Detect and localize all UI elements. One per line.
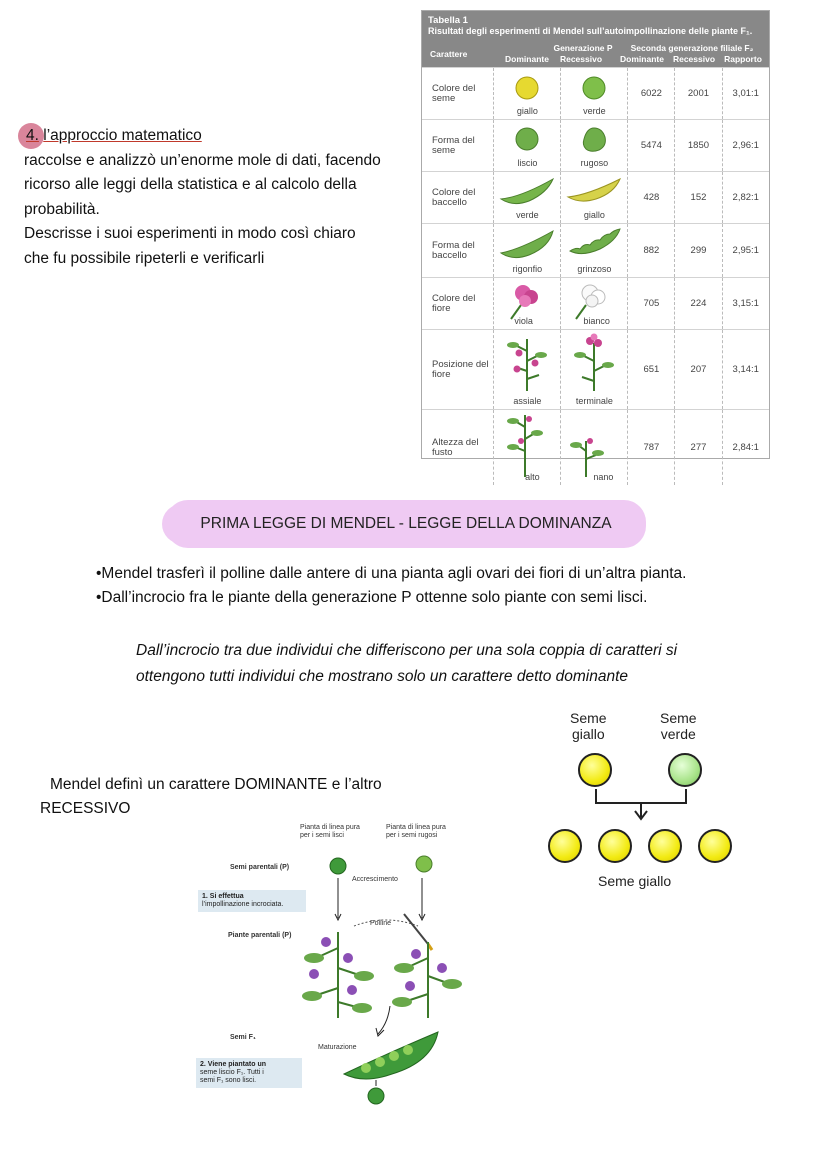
parental-plant-left-icon: [302, 932, 374, 1018]
count-dominant: 5474: [628, 120, 675, 172]
recessive-trait: nano: [593, 472, 614, 482]
dominant-image-cell: [494, 330, 561, 410]
dominant-trait: giallo: [516, 106, 538, 116]
header-rapporto: Rapporto: [724, 54, 762, 64]
table-row: [422, 120, 769, 172]
recessive-trait: rugoso: [580, 158, 609, 168]
dominant-image-cell: [494, 68, 561, 120]
label-text: Pianta di linea pura: [386, 824, 446, 831]
table-row: [422, 278, 769, 330]
recessive-image-cell: [561, 68, 628, 120]
label-text: Seme: [660, 710, 697, 726]
ratio: 2,82:1: [722, 172, 769, 224]
mendel-results-table: [421, 10, 770, 482]
row-character: Forma del seme: [422, 120, 494, 172]
intro-heading-text: l’approccio matematico: [43, 127, 202, 144]
row-character: Colore del baccello: [422, 172, 494, 224]
axial-flower-plant-icon: [495, 331, 559, 405]
header-seconda-generazione: Seconda generazione filiale F₂: [630, 43, 754, 53]
ratio: 3,15:1: [722, 278, 769, 330]
law-statement: [136, 638, 756, 690]
bullet-item: •Dall’incrocio fra le piante della generazione P ottenne solo piante con semi lisci.: [96, 589, 648, 606]
dominant-trait: viola: [514, 316, 533, 326]
f1-seed-icon: [368, 1088, 384, 1104]
yellow-seed-offspring: [548, 829, 582, 863]
dominant-trait: liscio: [517, 158, 538, 168]
recessive-image-cell: [561, 330, 628, 410]
count-recessive: 2001: [675, 68, 722, 120]
yellow-seed-offspring: [648, 829, 682, 863]
intro-line: che fu possibile ripeterli e verificarli: [24, 249, 265, 267]
recessive-trait: giallo: [583, 210, 605, 220]
ratio: 3,14:1: [722, 330, 769, 410]
pea-pod-icon: [344, 1032, 438, 1079]
count-dominant: 428: [628, 172, 675, 224]
step-text: seme liscio F₁. Tutti i: [200, 1069, 264, 1076]
count-dominant: 882: [628, 224, 675, 278]
parental-plant-right-icon: [392, 942, 462, 1018]
intro-number: 4.: [26, 127, 39, 144]
count-recessive: 1850: [675, 120, 722, 172]
recessive-image-cell: [561, 172, 628, 224]
bullet-item: •Mendel trasferì il polline dalle antere di una pianta agli ovari dei fiori di un’altra pianta.: [96, 565, 687, 582]
label-text: verde: [660, 726, 696, 742]
defined-line: RECESSIVO: [40, 800, 131, 817]
law-bullets: [96, 562, 686, 610]
row-character: Altezza del fusto: [422, 410, 494, 486]
row-character: Posizione del fiore: [422, 330, 494, 410]
step-text: 2. Viene piantato un: [200, 1061, 266, 1068]
row-character: Colore del seme: [422, 68, 494, 120]
header-recessivo: Recessivo: [559, 54, 603, 64]
header-generazione-p: Generazione P: [553, 43, 613, 53]
dwarf-plant-icon: [562, 411, 626, 481]
law-title: PRIMA LEGGE DI MENDEL - LEGGE DELLA DOMINANZA: [200, 515, 612, 532]
header-carattere: Carattere: [430, 49, 468, 59]
label-parental-seeds: Semi parentali (P): [230, 864, 290, 871]
table-row: [422, 410, 769, 486]
recessive-trait: bianco: [583, 316, 610, 326]
count-dominant: 6022: [628, 68, 675, 120]
intro-line: raccolse e analizzò un’enorme mole di dati, facendo: [24, 151, 381, 169]
yellow-seed-offspring: [698, 829, 732, 863]
table-row: [422, 330, 769, 410]
table-row: [422, 224, 769, 278]
label-text: Pianta di linea pura: [300, 824, 360, 831]
header-dominante: Dominante: [505, 54, 549, 64]
dominant-image-cell: [494, 278, 561, 330]
header-dominante-f2: Dominante: [620, 54, 664, 64]
statement-line: Dall’incrocio tra due individui che differiscono per una sola coppia di caratteri si: [136, 642, 678, 659]
yellow-seed-offspring: [598, 829, 632, 863]
recessive-image-cell: [561, 120, 628, 172]
pollination-illustration: [196, 818, 476, 1114]
row-character: Colore del fiore: [422, 278, 494, 330]
count-recessive: 152: [675, 172, 722, 224]
ratio: 2,84:1: [722, 410, 769, 486]
label-parental-plants: Piante parentali (P): [228, 932, 292, 939]
recessive-image-cell: [561, 410, 628, 486]
dominant-recessive-text: [40, 773, 430, 821]
dominant-trait: alto: [525, 472, 540, 482]
dominant-image-cell: [494, 410, 561, 486]
count-recessive: 299: [675, 224, 722, 278]
intro-line: Descrisse i suoi esperimenti in modo così chiaro: [24, 225, 356, 242]
label-text: giallo: [571, 726, 605, 742]
tall-plant-icon: [495, 411, 559, 481]
ratio: 2,95:1: [722, 224, 769, 278]
ratio: 2,96:1: [722, 120, 769, 172]
recessive-image-cell: [561, 224, 628, 278]
label-text: Seme: [570, 710, 607, 726]
step-text: l’impollinazione incrociata.: [202, 901, 284, 908]
recessive-image-cell: [561, 278, 628, 330]
recessive-trait: verde: [583, 106, 606, 116]
label-f1-seeds: Semi F₁: [230, 1034, 256, 1041]
step-text: 1. Si effettua: [202, 893, 244, 900]
table-subtitle: Risultati degli esperimenti di Mendel sull’autoimpollinazione delle piante F₁.: [428, 26, 753, 36]
dominant-trait: verde: [516, 210, 539, 220]
row-character: Forma del baccello: [422, 224, 494, 278]
header-recessivo-f2: Recessivo: [672, 54, 716, 64]
recessive-trait: terminale: [575, 396, 613, 406]
intro-line: ricorso alle leggi della statistica e al calcolo della: [24, 176, 357, 193]
intro-text: [24, 124, 404, 271]
defined-line: Mendel definì un carattere DOMINANTE e l’altro: [50, 776, 382, 793]
table-row: [422, 172, 769, 224]
count-recessive: 207: [675, 330, 722, 410]
dominant-image-cell: [494, 172, 561, 224]
count-recessive: 224: [675, 278, 722, 330]
intro-heading: [24, 124, 404, 149]
dominant-image-cell: [494, 224, 561, 278]
label-result: Seme giallo: [598, 873, 672, 889]
label-text: per i semi lisci: [300, 832, 344, 839]
label-text: per i semi rugosi: [386, 832, 438, 839]
law-banner: [166, 500, 646, 548]
table-title: Tabella 1: [428, 15, 468, 26]
count-dominant: 705: [628, 278, 675, 330]
dominant-image-cell: [494, 120, 561, 172]
label-pollen: Polline: [370, 920, 392, 927]
dominant-trait: assiale: [513, 396, 542, 406]
seed-cross-diagram: [540, 705, 770, 895]
cross-connector: [540, 705, 770, 895]
table-row: [422, 68, 769, 120]
pollination-diagram: [196, 818, 476, 1114]
step-text: semi F₁ sono lisci.: [200, 1077, 257, 1084]
ratio: 3,01:1: [722, 68, 769, 120]
statement-line: ottengono tutti individui che mostrano solo un carattere detto dominante: [136, 668, 629, 685]
intro-line: probabilità.: [24, 200, 100, 218]
dominant-trait: rigonfio: [512, 264, 543, 274]
label-ripening: Maturazione: [318, 1044, 357, 1051]
count-dominant: 787: [628, 410, 675, 486]
table-header: [422, 11, 769, 67]
terminal-flower-plant-icon: [562, 331, 626, 405]
recessive-trait: grinzoso: [577, 264, 612, 274]
label-growth: Accrescimento: [352, 876, 398, 883]
count-dominant: 651: [628, 330, 675, 410]
count-recessive: 277: [675, 410, 722, 486]
results-table-body: [422, 67, 769, 485]
